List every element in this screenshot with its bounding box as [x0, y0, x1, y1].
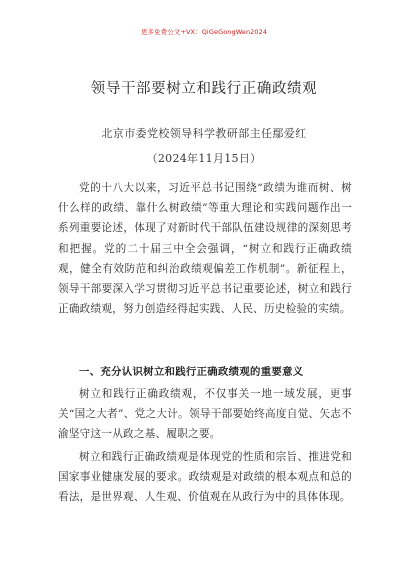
body-paragraph-3 [58, 447, 352, 508]
paragraph-text: 树立和践行正确政绩观，不仅事关一地一域发展，更事关“国之大者”、党之大计。领导干部要始终高度自觉、矢志不渝坚守这一从政之基、履职之要。 [58, 388, 352, 441]
document-title: 领导干部要树立和践行正确政绩观 [90, 81, 318, 97]
author-line: 北京市委党校领导科学教研部主任鄢爱红 [101, 127, 307, 140]
body-paragraph-1 [58, 178, 352, 319]
paragraph-text: 树立和践行正确政绩观是体现党的性质和宗旨、推进党和国家事业健康发展的要求。政绩观是对政绩的根本观点和总的看法，是世界观、人生观、价值观在从政行为中的具体体现。 [58, 451, 352, 504]
paragraph-text: 党的十八大以来，习近平总书记围绕“政绩为谁而树、树什么样的政绩、靠什么树政绩”等重大理论和实践问题作出一系列重要论述，体现了对新时代干部队伍建设规律的深刻思考和把握。党的二十届三中全会强调，“树立和践行正确政绩观，健全有效防范和纠治政绩观偏差工作机制”。新征程上，领导干部要深入学习贯彻习近平总书记重要论述，树立和践行正确政绩观，努力创造经得起实践、人民、历史检验的实绩。 [58, 182, 352, 316]
date-line: （2024年11月15日） [146, 152, 262, 165]
header-promo-note: 更多免费公文+VX：QiGeGongWen2024 [140, 28, 268, 36]
section-heading: 一、充分认识树立和践行正确政绩观的重要意义 [79, 366, 304, 378]
body-paragraph-2 [58, 384, 352, 445]
